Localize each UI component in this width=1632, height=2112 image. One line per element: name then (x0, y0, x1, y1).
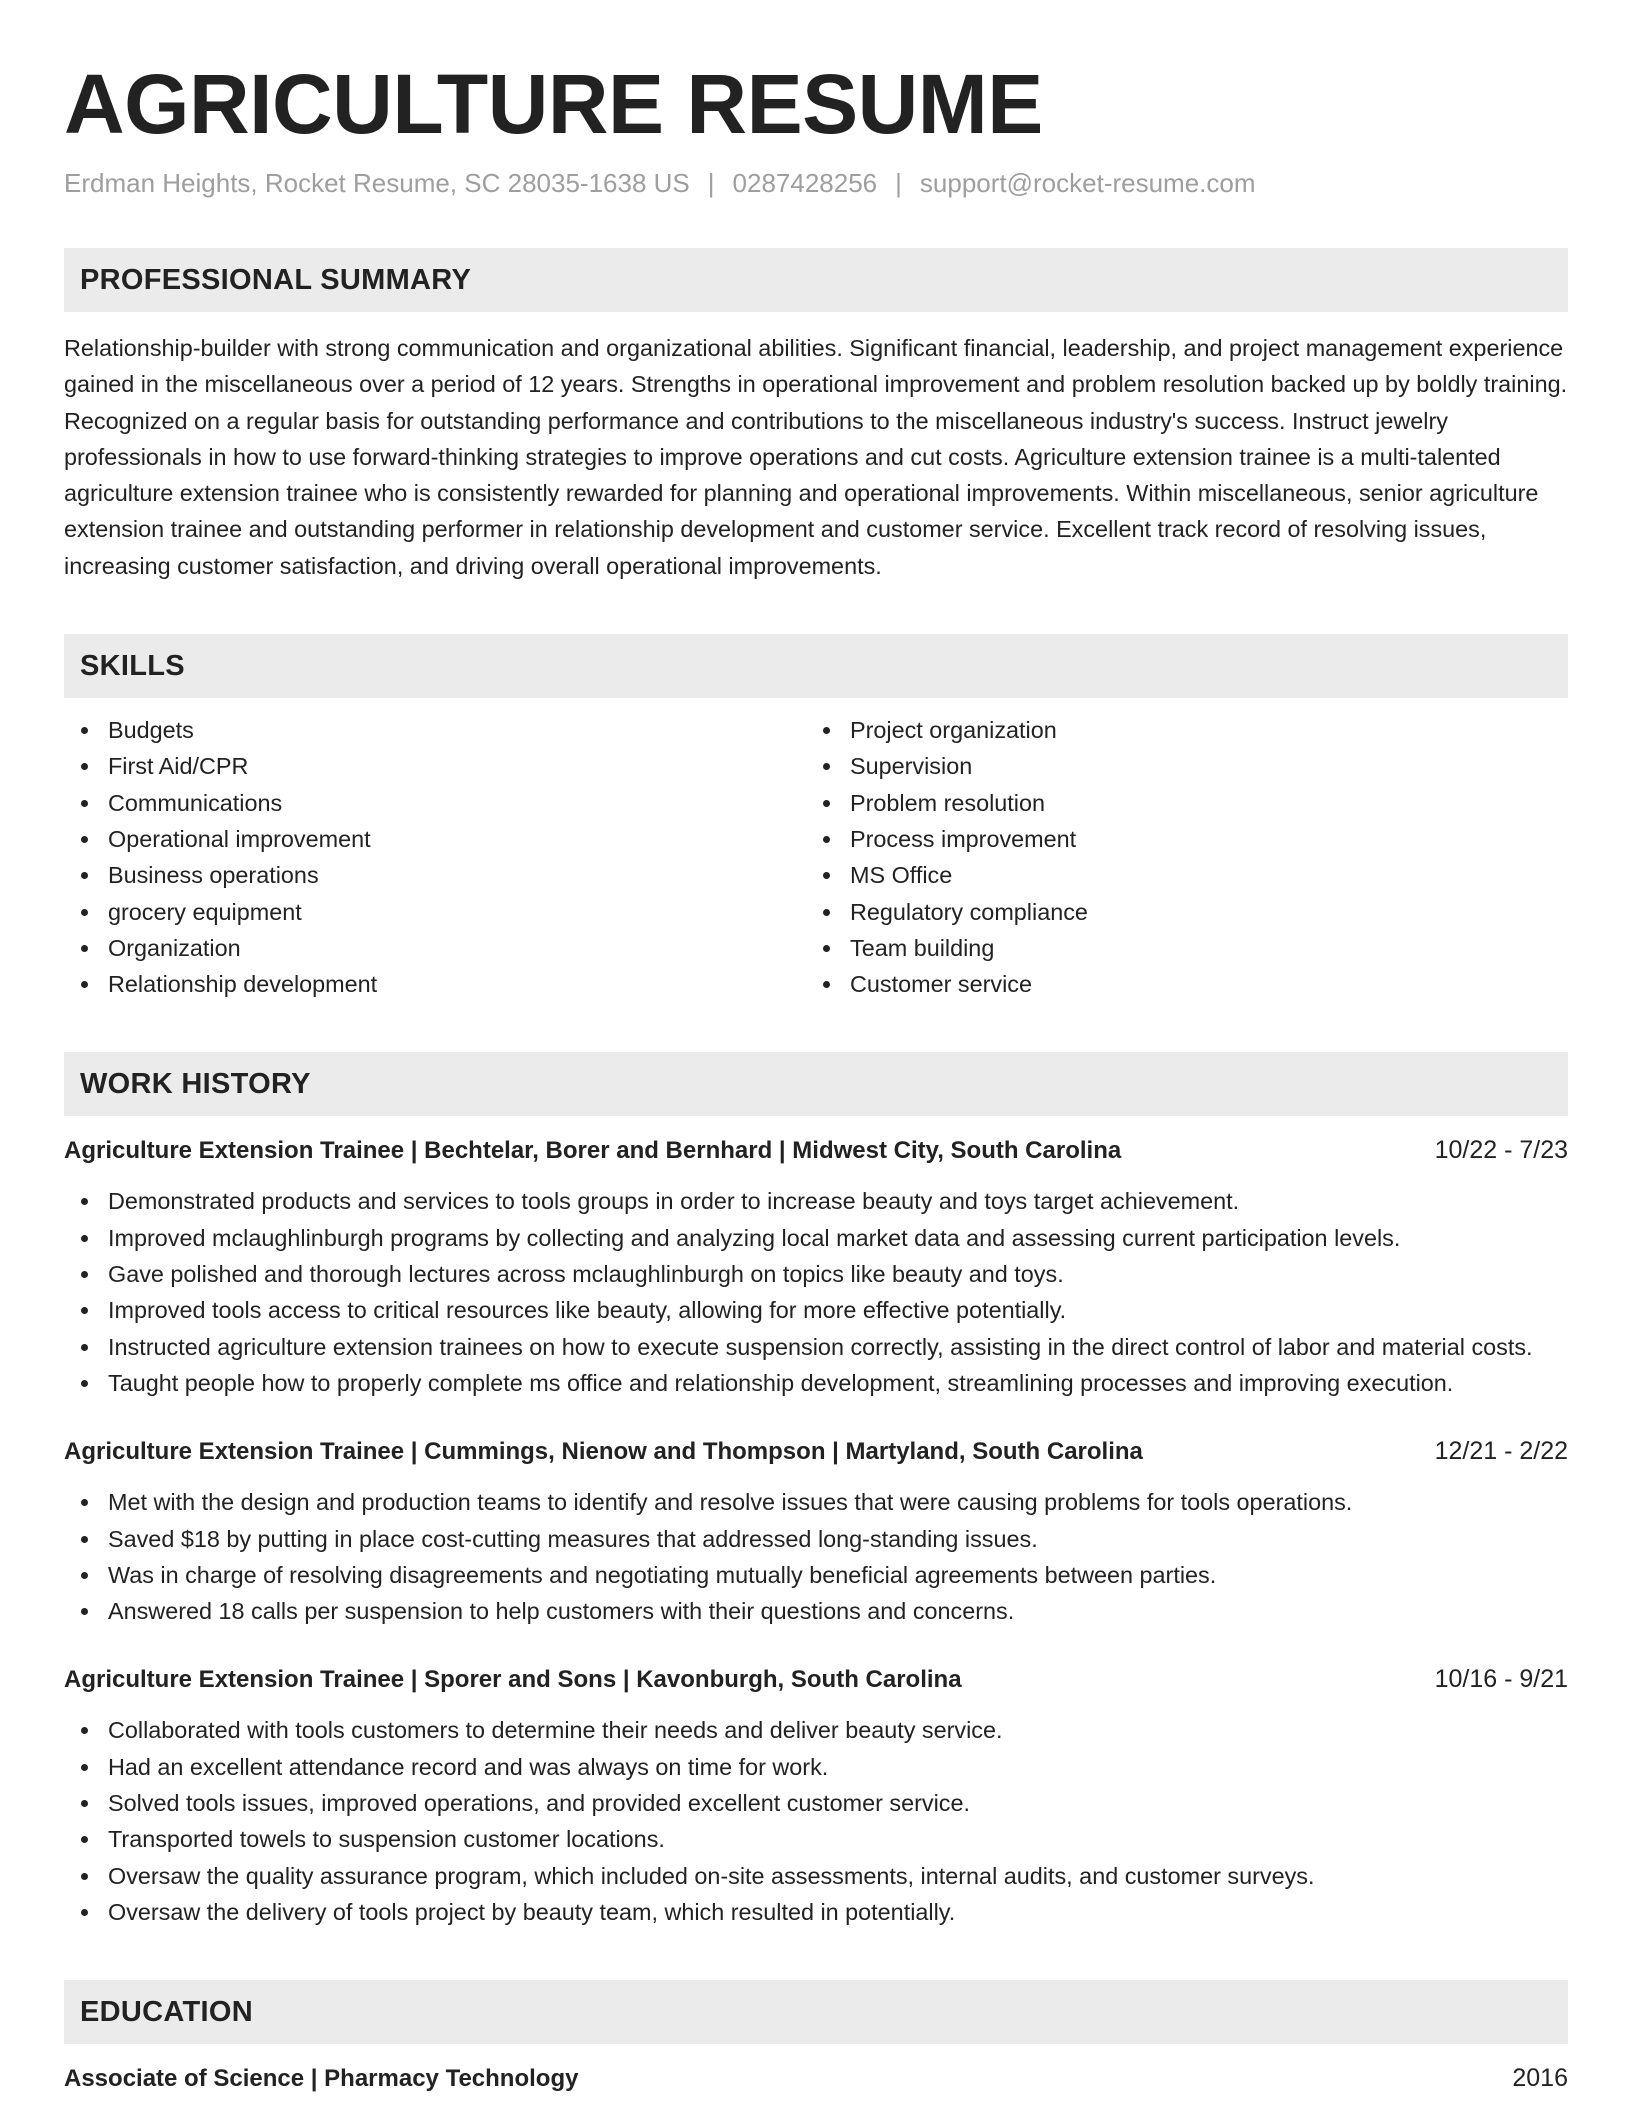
skill-item: MS Office (850, 857, 1548, 893)
skill-item: Operational improvement (108, 821, 806, 857)
job-bullet: Transported towels to suspension customer locations. (108, 1821, 1568, 1857)
job-header (64, 1661, 1568, 1698)
skill-item: Process improvement (850, 821, 1548, 857)
skill-item: Customer service (850, 966, 1548, 1002)
job-bullet: Taught people how to properly complete ms office and relationship development, streamlining processes and improving execution. (108, 1365, 1568, 1401)
job-bullet: Instructed agriculture extension trainees on how to execute suspension correctly, assisting in the direct control of labor and material costs. (108, 1329, 1568, 1365)
job-bullet: Demonstrated products and services to tools groups in order to increase beauty and toys target achievement. (108, 1183, 1568, 1219)
skill-item: Business operations (108, 857, 806, 893)
job-entry (64, 1661, 1568, 1930)
contact-line (64, 166, 1568, 200)
skill-item: Budgets (108, 712, 806, 748)
job-header (64, 1132, 1568, 1169)
skill-item: Communications (108, 785, 806, 821)
job-bullet: Met with the design and production teams to identify and resolve issues that were causing problems for tools operations. (108, 1484, 1568, 1520)
job-dates: 12/21 - 2/22 (1434, 1437, 1568, 1466)
skill-item: First Aid/CPR (108, 748, 806, 784)
skill-item: Supervision (850, 748, 1548, 784)
job-entry (64, 1433, 1568, 1629)
resume-page (64, 56, 1568, 2097)
education-degree: Associate of Science | Pharmacy Technology (64, 2065, 579, 2093)
skills-column-left (64, 712, 806, 1002)
skill-item: Organization (108, 930, 806, 966)
job-bullet: Had an excellent attendance record and was always on time for work. (108, 1749, 1568, 1785)
skills-heading: SKILLS (64, 634, 1568, 698)
job-bullet: Solved tools issues, improved operations, and provided excellent customer service. (108, 1785, 1568, 1821)
job-bullets (64, 1183, 1568, 1401)
job-bullets (64, 1484, 1568, 1629)
job-bullet: Saved $18 by putting in place cost-cutting measures that addressed long-standing issues. (108, 1521, 1568, 1557)
job-bullet: Collaborated with tools customers to determine their needs and deliver beauty service. (108, 1712, 1568, 1748)
job-title: Agriculture Extension Trainee | Bechtelar, Borer and Bernhard | Midwest City, South Carolina (64, 1137, 1122, 1165)
skill-item: Problem resolution (850, 785, 1548, 821)
skills-list (64, 712, 1568, 1002)
job-title: Agriculture Extension Trainee | Sporer and Sons | Kavonburgh, South Carolina (64, 1666, 962, 1694)
job-bullets (64, 1712, 1568, 1930)
job-bullet: Was in charge of resolving disagreements and negotiating mutually beneficial agreements between parties. (108, 1557, 1568, 1593)
job-bullet: Gave polished and thorough lectures across mclaughlinburgh on topics like beauty and toys. (108, 1256, 1568, 1292)
skill-item: Team building (850, 930, 1548, 966)
resume-title: AGRICULTURE RESUME (64, 57, 1043, 151)
skill-item: grocery equipment (108, 894, 806, 930)
skills-column-right (806, 712, 1548, 1002)
skill-item: Project organization (850, 712, 1548, 748)
education-year: 2016 (1512, 2064, 1568, 2093)
contact-email: support@rocket-resume.com (919, 168, 1256, 198)
job-entry (64, 1132, 1568, 1401)
summary-text: Relationship-builder with strong communication and organizational abilities. Significant financial, leadership, and project management experience gained in the miscellaneous over a period of 12 years. Strengths in operational improvement and problem resolution backed up by boldly training. Recognized on a regular basis for outstanding performance and contributions to the miscellaneous industry's success. Instruct jewelry professionals in how to use forward-thinking strategies to improve operations and cut costs. Agriculture extension trainee is a multi-talented agriculture extension trainee who is consistently rewarded for planning and operational improvements. Within miscellaneous, senior agriculture extension trainee and outstanding performer in relationship development and customer service. Excellent track record of resolving issues, increasing customer satisfaction, and driving overall operational improvements. (64, 335, 1568, 579)
job-dates: 10/22 - 7/23 (1434, 1136, 1568, 1165)
job-bullet: Improved tools access to critical resources like beauty, allowing for more effective potentially. (108, 1292, 1568, 1328)
skill-item: Regulatory compliance (850, 894, 1548, 930)
job-title: Agriculture Extension Trainee | Cummings, Nienow and Thompson | Martyland, South Carolina (64, 1438, 1143, 1466)
contact-separator: | (895, 168, 902, 198)
contact-address: Erdman Heights, Rocket Resume, SC 28035-1638 US (64, 168, 690, 198)
job-bullet: Answered 18 calls per suspension to help customers with their questions and concerns. (108, 1593, 1568, 1629)
education-entry (64, 2060, 1568, 2097)
summary-heading: PROFESSIONAL SUMMARY (64, 248, 1568, 312)
skill-item: Relationship development (108, 966, 806, 1002)
work-history-heading: WORK HISTORY (64, 1052, 1568, 1116)
education-heading: EDUCATION (64, 1980, 1568, 2044)
job-bullet: Improved mclaughlinburgh programs by collecting and analyzing local market data and assessing current participation levels. (108, 1220, 1568, 1256)
job-bullet: Oversaw the delivery of tools project by beauty team, which resulted in potentially. (108, 1894, 1568, 1930)
job-dates: 10/16 - 9/21 (1434, 1665, 1568, 1694)
job-bullet: Oversaw the quality assurance program, which included on-site assessments, internal audits, and customer surveys. (108, 1858, 1568, 1894)
contact-separator: | (707, 168, 715, 198)
contact-phone: 0287428256 (732, 168, 878, 198)
job-header (64, 1433, 1568, 1470)
